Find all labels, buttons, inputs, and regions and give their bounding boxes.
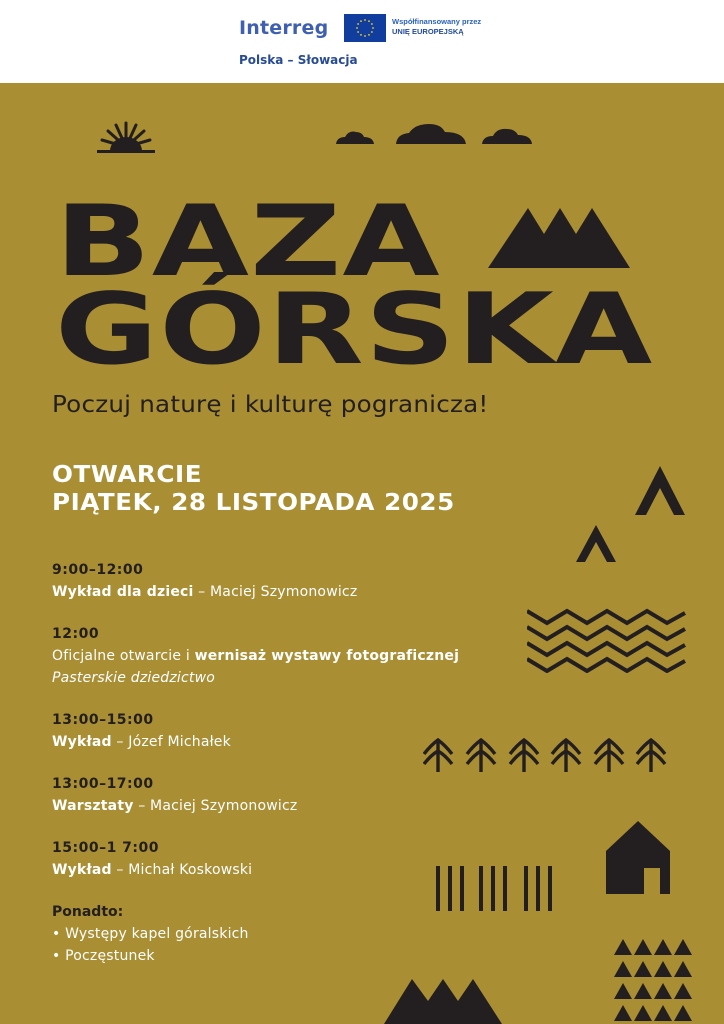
waves-icon xyxy=(527,605,687,673)
exhibition-name: Pasterskie dziedzictwo xyxy=(52,670,215,686)
poster xyxy=(0,83,724,1024)
event-title: wernisaż wystawy fotograficznej xyxy=(194,648,460,664)
schedule-desc xyxy=(52,581,472,603)
peak-icon xyxy=(576,525,616,563)
title-line2: GÓRSKA xyxy=(55,273,654,387)
tree-icon xyxy=(467,739,495,772)
peak-icon xyxy=(635,466,685,516)
extras-heading: Ponadto: xyxy=(52,904,124,920)
subtitle: Poczuj naturę i kulturę pogranicza! xyxy=(52,392,489,418)
event-speaker: – Maciej Szymonowicz xyxy=(133,798,298,814)
schedule-item xyxy=(52,624,472,689)
cofinance-line1: Współfinansowany przez xyxy=(392,17,482,26)
schedule-desc xyxy=(52,859,472,881)
schedule-desc xyxy=(52,731,472,753)
schedule-time: 13:00–17:00 xyxy=(52,776,154,792)
schedule-item xyxy=(52,560,472,603)
schedule-time: 15:00–1 7:00 xyxy=(52,840,160,856)
schedule-time: 13:00–15:00 xyxy=(52,712,154,728)
tree-icon xyxy=(637,739,665,772)
opening-date xyxy=(52,461,455,517)
house-icon xyxy=(606,821,670,894)
event-title: Wykład xyxy=(52,862,112,878)
event-title: Wykład dla dzieci xyxy=(52,584,194,600)
eu-flag-icon xyxy=(344,14,386,42)
tree-icon xyxy=(595,739,623,772)
event-speaker: – Maciej Szymonowicz xyxy=(193,584,358,600)
cofinance-text xyxy=(392,17,481,37)
cofinance-line2: UNIĘ EUROPEJSKĄ xyxy=(392,27,464,36)
fence-icon xyxy=(436,866,556,912)
schedule-desc xyxy=(52,645,472,689)
tree-icon xyxy=(510,739,538,772)
schedule-desc xyxy=(52,795,472,817)
program-region: Polska – Słowacja xyxy=(239,53,358,67)
event-title: Warsztaty xyxy=(52,798,134,814)
extras-item: • Poczęstunek xyxy=(52,948,155,964)
opening-label: OTWARCIE xyxy=(52,462,203,488)
tree-icon xyxy=(552,739,580,772)
schedule-item xyxy=(52,838,472,881)
triangle-grid-icon xyxy=(614,939,694,1024)
event-title: Wykład xyxy=(52,734,112,750)
trees-row xyxy=(423,737,673,773)
event-speaker: – Józef Michałek xyxy=(111,734,231,750)
extras xyxy=(52,902,472,967)
mountains-icon xyxy=(384,976,504,1024)
cloud-icon xyxy=(335,128,375,145)
tree-icon xyxy=(424,739,452,772)
title-line1: BAZA xyxy=(55,185,441,299)
schedule-time: 12:00 xyxy=(52,626,100,642)
schedule-item xyxy=(52,774,472,817)
cloud-icon xyxy=(481,126,533,145)
schedule-time: 9:00–12:00 xyxy=(52,562,144,578)
sun-icon xyxy=(96,121,156,155)
mountains-icon xyxy=(488,206,630,268)
interreg-logo: Interreg xyxy=(239,17,329,39)
schedule-list xyxy=(52,560,472,988)
event-speaker: – Michał Koskowski xyxy=(111,862,253,878)
schedule-item xyxy=(52,710,472,753)
cloud-icon xyxy=(395,121,467,145)
extras-item: • Występy kapel góralskich xyxy=(52,926,249,942)
event-text: Oficjalne otwarcie i xyxy=(52,648,195,664)
header-logos xyxy=(0,0,724,83)
opening-date-text: PIĄTEK, 28 LISTOPADA 2025 xyxy=(52,490,455,516)
